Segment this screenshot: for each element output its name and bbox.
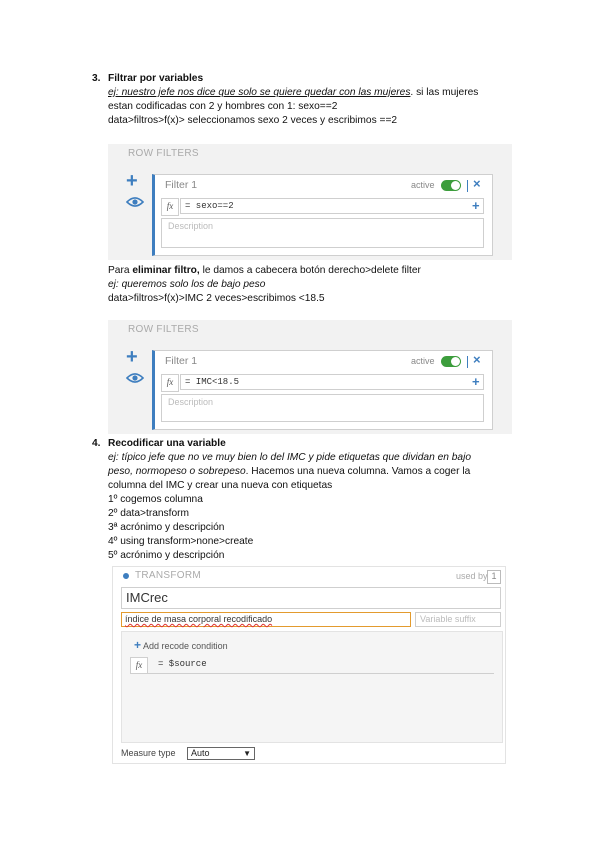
delete-filter-post: le damos a cabecera botón derecho>delete filter bbox=[199, 265, 421, 276]
fx-button[interactable]: fx bbox=[161, 374, 179, 392]
used-by-count[interactable]: 1 bbox=[487, 570, 501, 584]
delete-filter-pre: Para bbox=[108, 265, 133, 276]
close-icon[interactable]: × bbox=[473, 352, 481, 367]
transform-title: TRANSFORM bbox=[135, 570, 202, 581]
section-4-line-2 bbox=[108, 465, 470, 479]
add-condition-icon[interactable]: + bbox=[472, 198, 480, 213]
measure-type-select[interactable] bbox=[187, 747, 255, 760]
section-4-line-2-italic: peso, normopeso o sobrepeso bbox=[108, 466, 246, 477]
add-filter-icon[interactable]: + bbox=[126, 346, 138, 368]
used-by-label: used by bbox=[456, 571, 488, 581]
add-icon: + bbox=[134, 638, 142, 652]
row-filters-header: ROW FILTERS bbox=[128, 148, 199, 159]
active-toggle[interactable] bbox=[441, 180, 461, 191]
description-field[interactable]: Description bbox=[161, 218, 484, 248]
delete-filter-bold: eliminar filtro, bbox=[132, 265, 200, 276]
eye-icon[interactable] bbox=[126, 196, 144, 208]
separator bbox=[467, 356, 468, 368]
section-3-line-2: estan codificadas con 2 y hombres con 1: sexo==2 bbox=[108, 101, 338, 112]
recode-conditions-area bbox=[121, 631, 503, 743]
filter-title: Filter 1 bbox=[165, 355, 198, 367]
delete-filter-instruction bbox=[108, 264, 421, 278]
transform-panel bbox=[112, 566, 506, 764]
add-recode-condition-button[interactable] bbox=[134, 638, 228, 652]
fx-button[interactable]: fx bbox=[161, 198, 179, 216]
example-bajo-peso: ej: queremos solo los de bajo peso bbox=[108, 279, 266, 290]
formula-underline bbox=[148, 673, 494, 674]
active-toggle[interactable] bbox=[441, 356, 461, 367]
step-item: 2º data>transform bbox=[108, 508, 190, 519]
add-filter-icon[interactable]: + bbox=[126, 170, 138, 192]
step-item: 1º cogemos columna bbox=[108, 494, 203, 505]
eye-icon[interactable] bbox=[126, 372, 144, 384]
active-label: active bbox=[411, 356, 435, 366]
row-filters-panel-1 bbox=[108, 144, 512, 260]
section-3-example-rest: . si las mujeres bbox=[410, 87, 479, 98]
fx-button[interactable]: fx bbox=[130, 657, 148, 674]
measure-type-label: Measure type bbox=[121, 748, 176, 758]
section-4-number: 4. bbox=[92, 438, 101, 449]
active-label: active bbox=[411, 180, 435, 190]
step-item: 3ª acrónimo y descripción bbox=[108, 522, 225, 533]
imc-filter-instruction: data>filtros>f(x)>IMC 2 veces>escribimos <18.5 bbox=[108, 293, 325, 304]
row-filters-panel-2 bbox=[108, 320, 512, 434]
step-item: 5º acrónimo y descripción bbox=[108, 550, 225, 561]
section-4-line-1: ej: típico jefe que no ve muy bien lo del IMC y pide etiquetas que dividan en bajo bbox=[108, 452, 472, 463]
separator bbox=[467, 180, 468, 192]
section-3-example-italic: ej: nuestro jefe nos dice que solo se quiere quedar con las mujeres bbox=[108, 87, 411, 98]
add-recode-condition-label: Add recode condition bbox=[143, 641, 228, 651]
measure-type-value: Auto bbox=[191, 748, 210, 758]
close-icon[interactable]: × bbox=[473, 176, 481, 191]
section-3-example bbox=[108, 86, 478, 100]
section-3-number: 3. bbox=[92, 73, 101, 84]
row-filters-header: ROW FILTERS bbox=[128, 324, 199, 335]
section-3-title: Filtrar por variables bbox=[108, 73, 204, 84]
step-item: 4º using transform>none>create bbox=[108, 536, 254, 547]
chevron-down-icon: ▼ bbox=[243, 749, 251, 758]
filter-title: Filter 1 bbox=[165, 179, 198, 191]
formula-input[interactable]: = IMC<18.5 bbox=[180, 374, 484, 390]
collapse-dot-icon[interactable] bbox=[123, 573, 129, 579]
section-3-line-3: data>filtros>f(x)> seleccionamos sexo 2 veces y escribimos ==2 bbox=[108, 115, 398, 126]
transform-name-input[interactable]: IMCrec bbox=[121, 587, 501, 609]
section-4-line-2-rest: . Hacemos una nueva columna. Vamos a coger la bbox=[245, 466, 471, 477]
section-4-line-3: columna del IMC y crear una nueva con etiquetas bbox=[108, 480, 333, 491]
source-formula[interactable]: = $source bbox=[158, 659, 207, 669]
transform-description-text: índice de masa corporal recodificado bbox=[125, 614, 273, 624]
variable-suffix-input[interactable]: Variable suffix bbox=[415, 612, 501, 627]
description-field[interactable]: Description bbox=[161, 394, 484, 422]
section-4-title: Recodificar una variable bbox=[108, 438, 226, 449]
formula-input[interactable]: = sexo==2 bbox=[180, 198, 484, 214]
add-condition-icon[interactable]: + bbox=[472, 374, 480, 389]
filter-box-2 bbox=[152, 350, 493, 430]
filter-box-1 bbox=[152, 174, 493, 256]
transform-description-input[interactable] bbox=[121, 612, 411, 627]
